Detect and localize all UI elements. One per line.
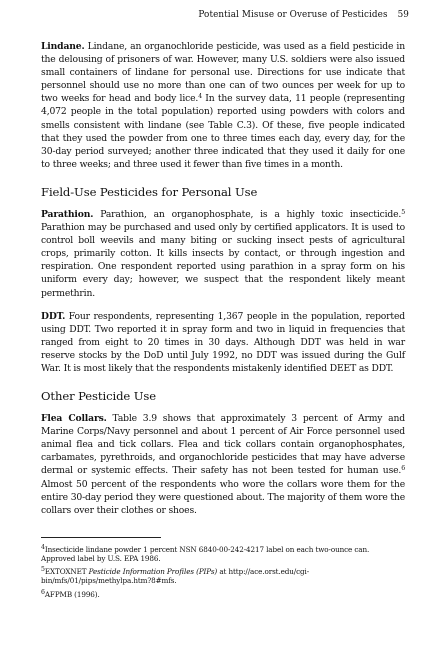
paragraph-text: Almost 50 percent of the respondents who wore the collars wore them for the entire 30-day period they were questioned about. The majority of them wore the collars over their clothes or shoes. — [41, 478, 405, 516]
running-header — [198, 10, 409, 20]
section-heading: Field-Use Pesticides for Personal Use — [41, 184, 258, 199]
running-title: Potential Misuse or Overuse of Pesticides — [198, 10, 388, 20]
footnote-url[interactable]: at http://ace.orst.edu/cgi-bin/mfs/01/pips/methylpa.htm?8#mfs. — [41, 567, 310, 586]
paragraph-ddt — [41, 310, 405, 375]
paragraph-text: Lindane, an organochloride pesticide, was used as a field pesticide in the delousing of prisoners of war. However, many U.S. soldiers were also issued small containers of lindane for personal use. Directions for use indicate that personnel should use no more than one can of two ounces per week for up to two weeks for head and body lice. — [41, 41, 405, 105]
footnote-text: AFPMB (1996). — [44, 589, 100, 599]
paragraph-lead: Flea Collars. — [41, 413, 107, 425]
footnote-ref[interactable]: 6 — [401, 465, 405, 473]
paragraph-text: Parathion may be purchased and used only by certified applicators. It is used to control boll weevils and many biting or sucking insect pests of agricultural crops, primarily cotton. It kills insects by contact, or through ingestion and respiration. One respondent reported using parathion in a spray form on his uniform every day; however, we suspect that the respondent likely meant permethrin. — [41, 222, 405, 299]
paragraph-lindane — [41, 40, 405, 171]
paragraph-lead: DDT. — [41, 310, 66, 322]
footnote-text: Insecticide lindane powder 1 percent NSN 6840-00-242-4217 label on each two-ounce can. Approved label by U.S. EPA 1986. — [41, 544, 370, 564]
footnote-ref[interactable]: 4 — [198, 93, 202, 101]
footnote-6 — [41, 590, 405, 599]
footnote-5 — [41, 567, 405, 585]
footnote-mark: 4 — [41, 543, 45, 551]
footnote-mark: 6 — [41, 588, 45, 596]
paragraph-lead: Lindane. — [41, 41, 85, 52]
paragraph-text: Table 3.9 shows that approximately 3 percent of Army and Marine Corps/Navy personnel and about 1 percent of Air Force personnel used animal flea and tick collars. Flea and tick collars contain organophosphates, carbamates, pyrethroids, and organochloride pesticides that may have adverse dermal or systemic effects. Their safety has not been tested for human use. — [41, 413, 405, 477]
footnote-ref[interactable]: 5 — [401, 208, 405, 216]
footnote-4 — [41, 545, 405, 563]
section-heading: Other Pesticide Use — [41, 389, 157, 404]
paragraph-flea-collars — [41, 412, 405, 517]
paragraph-text: Parathion, an organophosphate, is a highly toxic insecticide. — [93, 208, 402, 220]
paragraph-text: Four respondents, representing 1,367 people in the population, reported using DDT. Two reported it in spray form and two in liquid in frequencies that ranged from eight to 20 times in 30 days. Although DDT was held in war reserve stocks by the DoD until July 1992, no DDT was issued during the Gulf War. It is most likely that the respondents mistakenly identified DEET as DDT. — [41, 310, 405, 374]
footnote-mark: 5 — [41, 566, 45, 574]
page-number: 59 — [397, 10, 409, 20]
footnote-title: Pesticide Information Profiles (PIPs) — [88, 567, 218, 577]
footnote-text: EXTOXNET — [44, 567, 89, 577]
paragraph-text: In the survey data, 11 people (representing 4,072 people in the total population) reported using powders with colors and smells consistent with lindane (see Table C.3). Of these, five people indicated that they used the powder from one to three times each day, every day, for the 30-day period surveyed; another three indicated that they used it daily for one to three weeks; and three used it fewer than five times in a month. — [41, 93, 406, 170]
footnote-divider — [41, 537, 161, 538]
main-content — [41, 40, 405, 603]
paragraph-parathion — [41, 208, 405, 300]
paragraph-lead: Parathion. — [41, 208, 94, 220]
